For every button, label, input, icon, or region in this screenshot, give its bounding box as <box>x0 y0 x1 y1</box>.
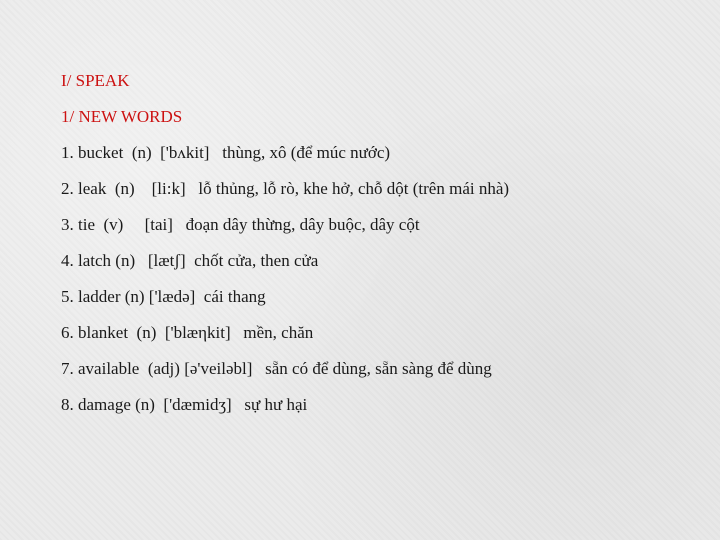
vocab-item-blanket: 6. blanket (n) ['blæηkit] mền, chăn <box>61 323 314 342</box>
section-subheading: 1/ NEW WORDS <box>61 107 183 126</box>
vocab-item-damage: 8. damage (n) ['dæmidʒ] sự hư hại <box>61 395 308 414</box>
vocab-item-leak: 2. leak (n) [li:k] lỗ thủng, lỗ rò, khe hở, chỗ dột (trên mái nhà) <box>61 179 510 198</box>
vocab-item-ladder: 5. ladder (n) ['lædə] cái thang <box>61 287 266 306</box>
vocab-item-tie: 3. tie (v) [tai] đoạn dây thừng, dây buộc, dây cột <box>61 215 420 234</box>
vocab-item-latch: 4. latch (n) [lætʃ] chốt cửa, then cửa <box>61 251 319 270</box>
vocab-item-bucket: 1. bucket (n) ['bʌkit] thùng, xô (để múc nước) <box>61 143 391 162</box>
section-heading: I/ SPEAK <box>61 71 130 90</box>
vocab-item-available: 7. available (adj) [ə'veiləbl] sẵn có để dùng, sẵn sàng để dùng <box>61 359 492 378</box>
